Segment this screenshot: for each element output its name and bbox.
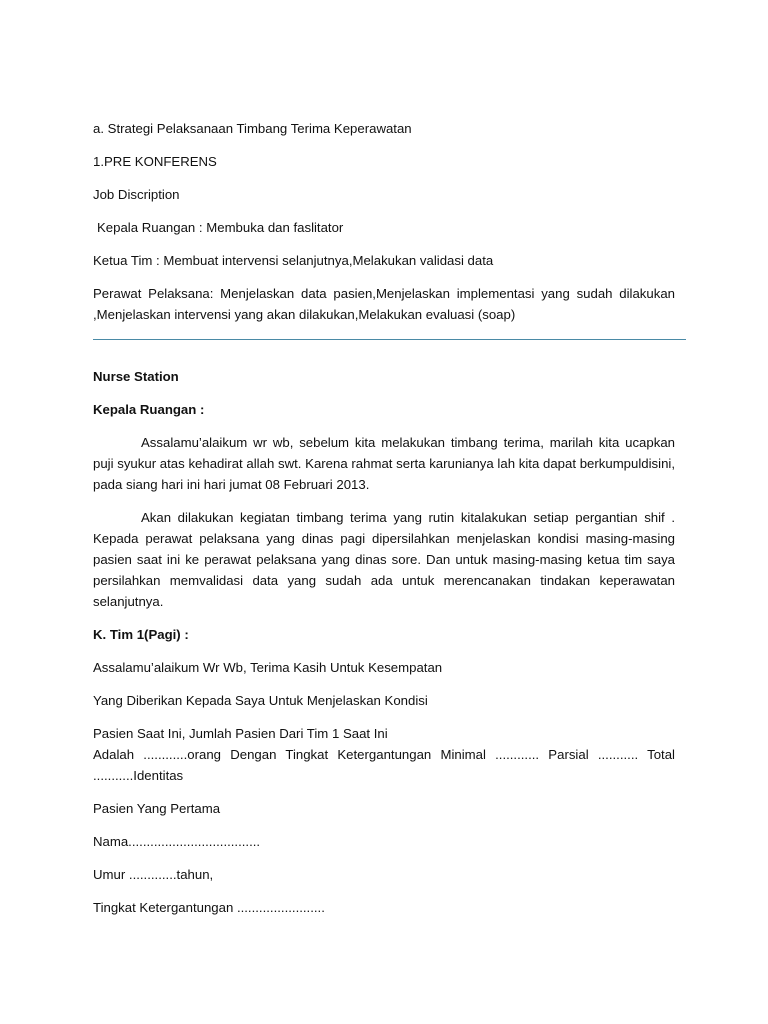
nurse-station-heading: Nurse Station [93, 369, 179, 384]
kepala-ruangan-role: Kepala Ruangan : Membuka dan faslitator [97, 220, 344, 235]
k-tim-line-1: Assalamu’alaikum Wr Wb, Terima Kasih Untuk Kesempatan [93, 660, 443, 675]
nama-field: Nama.................................... [93, 834, 261, 849]
k-tim-line-4: Adalah ............orang Dengan Tingkat Ketergantungan Minimal ............ Parsial ........... Total ...........Identitas [93, 747, 675, 783]
k-tim-line-2: Yang Diberikan Kepada Saya Untuk Menjelaskan Kondisi [93, 693, 428, 708]
kepala-ruangan-heading: Kepala Ruangan : [93, 402, 205, 417]
perawat-pelaksana-role: Perawat Pelaksana: Menjelaskan data pasien,Menjelaskan implementasi yang sudah dilakukan ,Menjelaskan intervensi yang akan dilakukan,Melakukan evaluasi (soap) [93, 286, 675, 322]
section-divider [93, 339, 686, 340]
job-discription-label: Job Discription [93, 187, 180, 202]
pasien-pertama-label: Pasien Yang Pertama [93, 801, 221, 816]
k-tim-heading: K. Tim 1(Pagi) : [93, 627, 189, 642]
kepala-ruangan-paragraph-1: Assalamu’alaikum wr wb, sebelum kita melakukan timbang terima, marilah kita ucapkan puji syukur atas kehadirat allah swt. Karena rahmat serta karunianya lah kita dapat berkumpuldisini, pada siang hari ini hari jumat 08 Februari 2013. [93, 435, 675, 492]
umur-field: Umur .............tahun, [93, 867, 214, 882]
section-heading: a. Strategi Pelaksanaan Timbang Terima Keperawatan [93, 121, 412, 136]
ketua-tim-role: Ketua Tim : Membuat intervensi selanjutnya,Melakukan validasi data [93, 253, 494, 268]
tingkat-ketergantungan-field: Tingkat Ketergantungan ........................ [93, 900, 325, 915]
kepala-ruangan-paragraph-2: Akan dilakukan kegiatan timbang terima yang rutin kitalakukan setiap pergantian shif . Kepada perawat pelaksana yang dinas pagi dipersilahkan menjelaskan kondisi masing-masing pasien saat ini ke perawat pelaksana yang dinas sore. Dan untuk masing-masing ketua tim saya persilahkan memvalidasi data yang sudah ada untuk merencanakan tindakan keperawatan selanjutnya. [93, 510, 675, 609]
document-body [93, 118, 675, 930]
pre-konferens-heading: 1.PRE KONFERENS [93, 154, 217, 169]
k-tim-line-3: Pasien Saat Ini, Jumlah Pasien Dari Tim 1 Saat Ini [93, 726, 388, 741]
